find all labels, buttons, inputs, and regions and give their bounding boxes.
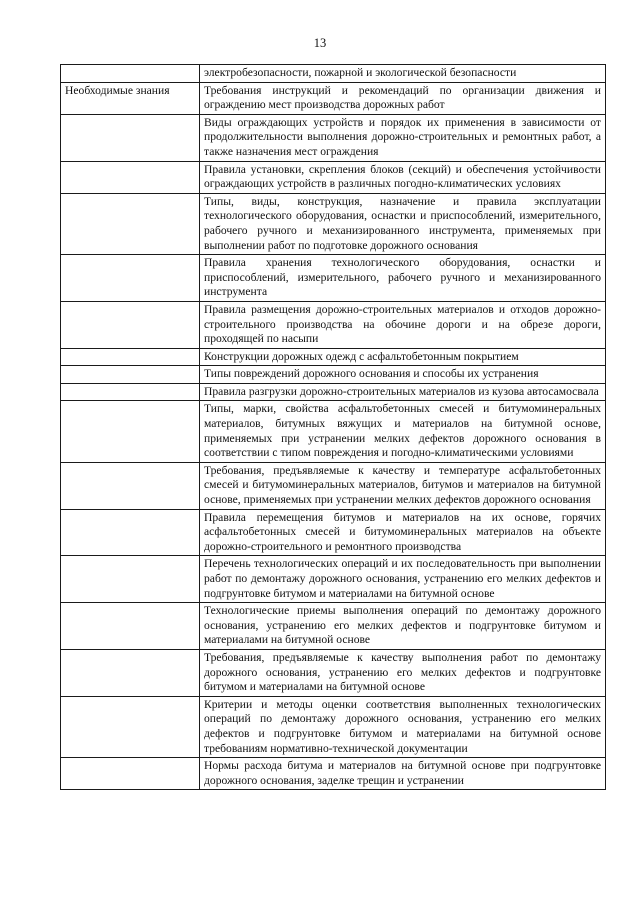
table-row bbox=[61, 649, 606, 696]
row-text: Требования, предъявляемые к качеству и температуре асфальтобетонных смесей и битумоминеральных материалов, битумов и материалов на битумной основе, применяемых при устранении мелких дефектов дорожного основания bbox=[200, 462, 606, 509]
row-text: Критерии и методы оценки соответствия выполненных технологических операций по демонтажу дорожного основания, устранению его мелких дефектов и подгрунтовке битумом и материалами на битумной основе требованиям нормативно-технической документации bbox=[200, 696, 606, 757]
row-text: Типы, марки, свойства асфальтобетонных смесей и битумоминеральных материалов, битумных вяжущих и материалов на битумной основе, применяемых при устранении мелких дефектов дорожного основания в соответствии с типом повреждения и погодно-климатическими условиями bbox=[200, 401, 606, 462]
row-text: Нормы расхода битума и материалов на битумной основе при подгрунтовке дорожного основания, заделке трещин и устранении bbox=[200, 758, 606, 790]
row-text: Правила установки, скрепления блоков (секций) и обеспечения устойчивости ограждающих устройств в различных погодно-климатических условиях bbox=[200, 161, 606, 193]
row-label bbox=[61, 65, 200, 83]
row-text: Конструкции дорожных одежд с асфальтобетонным покрытием bbox=[200, 348, 606, 366]
row-label bbox=[61, 366, 200, 384]
table-row bbox=[61, 114, 606, 161]
row-text: Технологические приемы выполнения операций по демонтажу дорожного основания, устранению его мелких дефектов и подгрунтовке битумом и материалами на битумной основе bbox=[200, 603, 606, 650]
row-text: Требования инструкций и рекомендаций по организации движения и ограждению мест производства дорожных работ bbox=[200, 82, 606, 114]
table-row bbox=[61, 366, 606, 384]
row-label bbox=[61, 462, 200, 509]
table-row bbox=[61, 401, 606, 462]
row-label bbox=[61, 758, 200, 790]
table-row bbox=[61, 462, 606, 509]
row-label bbox=[61, 603, 200, 650]
table-row bbox=[61, 65, 606, 83]
table-row bbox=[61, 696, 606, 757]
row-text: Требования, предъявляемые к качеству выполнения работ по демонтажу дорожного основания, устранению его мелких дефектов и подгрунтовке битумом и материалами на битумной основе bbox=[200, 649, 606, 696]
row-label bbox=[61, 649, 200, 696]
row-text: Виды ограждающих устройств и порядок их применения в зависимости от продолжительности выполнения дорожно-строительных и ремонтных работ, а также назначения мест ограждения bbox=[200, 114, 606, 161]
knowledge-table bbox=[60, 64, 606, 790]
table-row bbox=[61, 193, 606, 254]
row-label bbox=[61, 114, 200, 161]
page-number: 13 bbox=[313, 36, 327, 50]
row-text: Правила перемещения битумов и материалов на их основе, горячих асфальтобетонных смесей и битумоминеральных материалов на объекте дорожно-строительного и ремонтного производства bbox=[200, 509, 606, 556]
row-label bbox=[61, 348, 200, 366]
table-row bbox=[61, 383, 606, 401]
row-label bbox=[61, 401, 200, 462]
row-text: электробезопасности, пожарной и экологической безопасности bbox=[200, 65, 606, 83]
row-text: Правила разгрузки дорожно-строительных материалов из кузова автосамосвала bbox=[200, 383, 606, 401]
table-row bbox=[61, 161, 606, 193]
row-label bbox=[61, 255, 200, 302]
row-label: Необходимые знания bbox=[61, 82, 200, 114]
table-row bbox=[61, 556, 606, 603]
row-label bbox=[61, 161, 200, 193]
table-row bbox=[61, 255, 606, 302]
row-label bbox=[61, 556, 200, 603]
table-row bbox=[61, 603, 606, 650]
table-row bbox=[61, 509, 606, 556]
row-text: Перечень технологических операций и их последовательность при выполнении работ по демонтажу дорожного основания, устранению его мелких дефектов и подгрунтовке битумом и материалами на битумной основе bbox=[200, 556, 606, 603]
table-row bbox=[61, 348, 606, 366]
row-label bbox=[61, 193, 200, 254]
row-text: Типы, виды, конструкция, назначение и правила эксплуатации технологического оборудования, оснастки и приспособлений, измерительного, рабочего ручного и механизированного инструмента, применяемых при выполнении работ по подготовке дорожного основания bbox=[200, 193, 606, 254]
row-label bbox=[61, 383, 200, 401]
table-row bbox=[61, 301, 606, 348]
row-label bbox=[61, 509, 200, 556]
row-text: Типы повреждений дорожного основания и способы их устранения bbox=[200, 366, 606, 384]
row-label bbox=[61, 696, 200, 757]
row-label bbox=[61, 301, 200, 348]
table-row bbox=[61, 758, 606, 790]
row-text: Правила хранения технологического оборудования, оснастки и приспособлений, измерительного, рабочего ручного и механизированного инструмента bbox=[200, 255, 606, 302]
row-text: Правила размещения дорожно-строительных материалов и отходов дорожно-строительного производства на обочине дороги и на обрезе дороги, проходящей по насыпи bbox=[200, 301, 606, 348]
table-row bbox=[61, 82, 606, 114]
